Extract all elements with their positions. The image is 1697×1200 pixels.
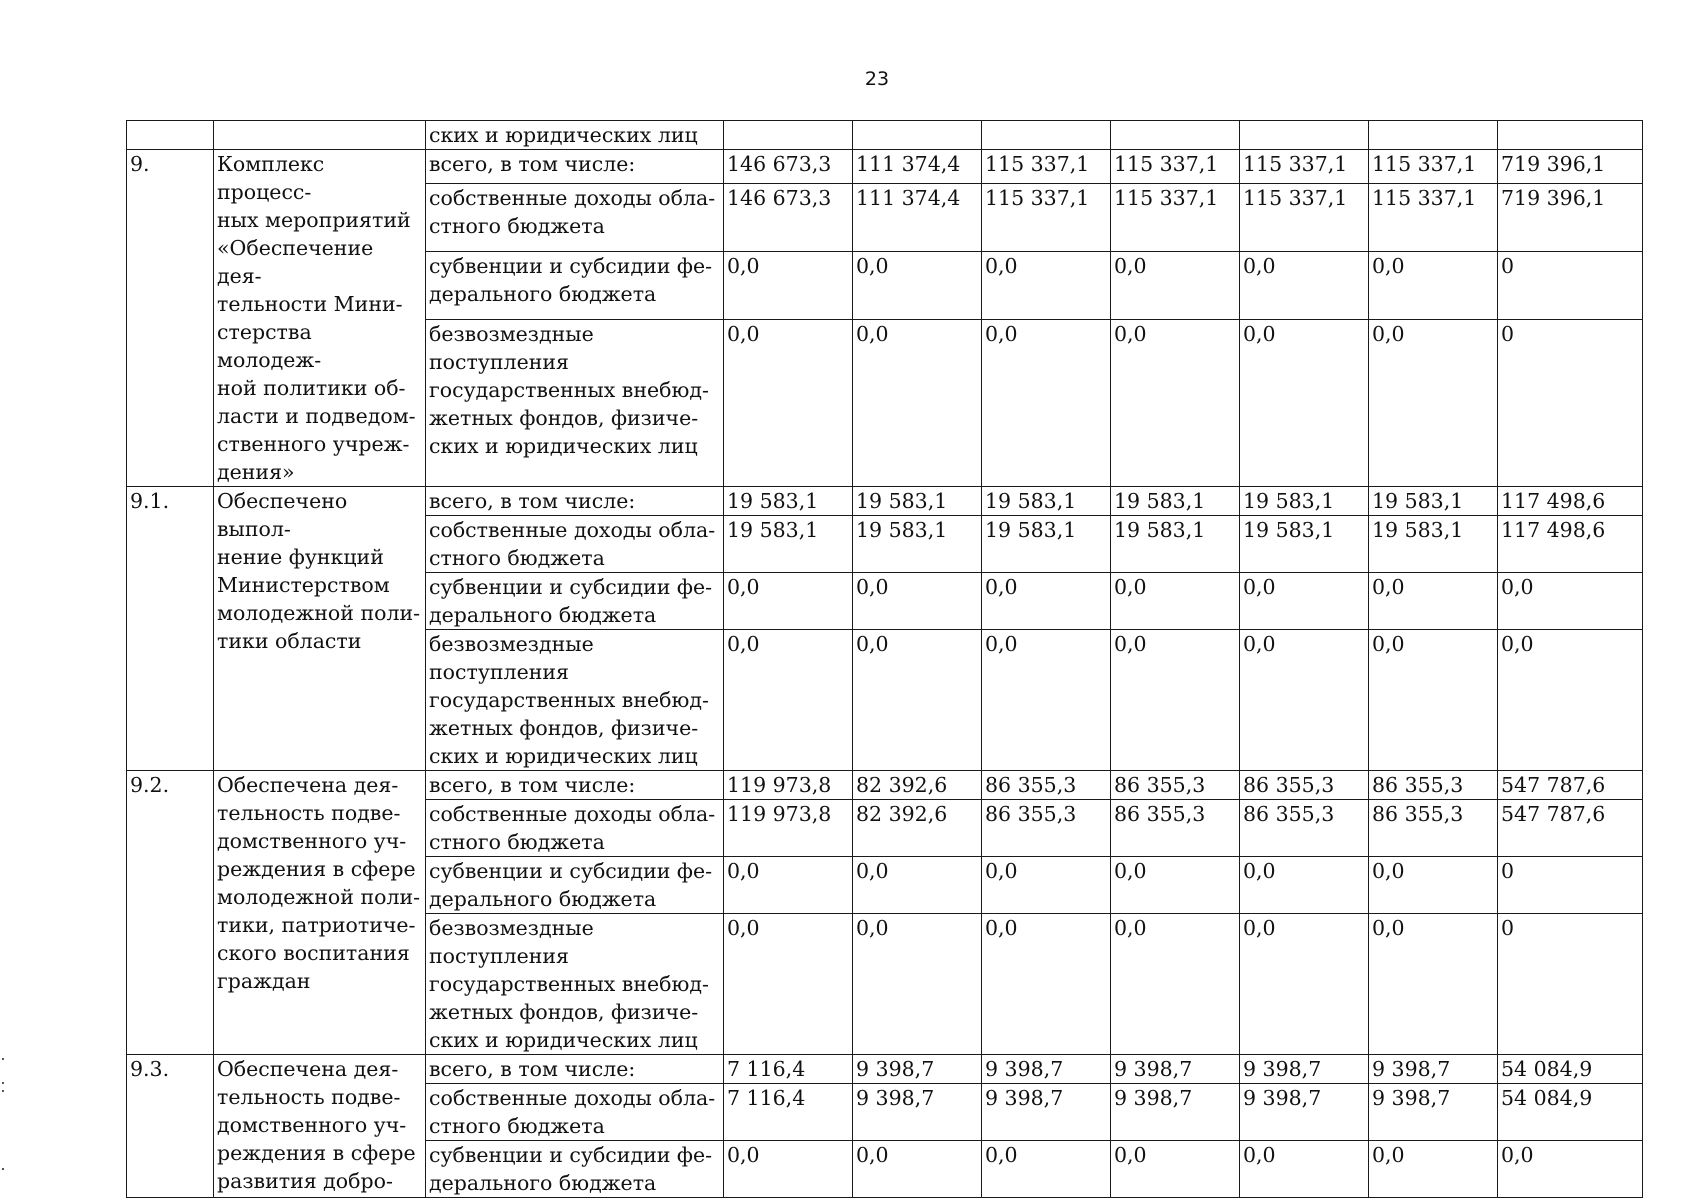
value-cell: 0,0 (853, 857, 982, 914)
value-cell: 0,0 (1111, 914, 1240, 1055)
section-name-cell (214, 121, 426, 150)
funding-source-cell: субвенции и субсидии фе- дерального бюджета (426, 857, 724, 914)
value-cell (982, 121, 1111, 150)
value-cell: 9 398,7 (982, 1084, 1111, 1141)
total-value-cell: 547 787,6 (1498, 800, 1643, 857)
value-cell: 19 583,1 (853, 516, 982, 573)
value-cell: 0,0 (1240, 1141, 1369, 1198)
value-cell: 19 583,1 (1369, 487, 1498, 516)
value-cell: 9 398,7 (1111, 1055, 1240, 1084)
section-number-cell: 9.1. (127, 487, 214, 771)
funding-source-cell: собственные доходы обла- стного бюджета (426, 516, 724, 573)
section-number-cell: 9.2. (127, 771, 214, 1055)
value-cell (1498, 121, 1643, 150)
value-cell: 0,0 (1240, 857, 1369, 914)
value-cell: 119 973,8 (724, 771, 853, 800)
value-cell: 19 583,1 (1111, 516, 1240, 573)
value-cell: 0,0 (1240, 319, 1369, 486)
value-cell: 115 337,1 (1111, 184, 1240, 252)
total-value-cell: 117 498,6 (1498, 487, 1643, 516)
value-cell: 86 355,3 (982, 800, 1111, 857)
page-number: 23 (864, 68, 890, 90)
section-number-cell (127, 121, 214, 150)
total-value-cell: 0 (1498, 252, 1643, 320)
table-row (127, 1055, 1643, 1084)
value-cell: 19 583,1 (1240, 487, 1369, 516)
total-value-cell: 117 498,6 (1498, 516, 1643, 573)
value-cell: 0,0 (724, 252, 853, 320)
value-cell (1240, 121, 1369, 150)
funding-source-cell: всего, в том числе: (426, 150, 724, 184)
value-cell: 86 355,3 (1369, 800, 1498, 857)
value-cell: 9 398,7 (853, 1084, 982, 1141)
value-cell: 0,0 (1369, 573, 1498, 630)
funding-source-cell: субвенции и субсидии фе- дерального бюджета (426, 1141, 724, 1198)
value-cell: 0,0 (982, 630, 1111, 771)
section-name-cell: Обеспечена дея- тельность подве- домственного уч- реждения в сфере молодежной поли- тики, патриотиче- ского воспитания граждан (214, 771, 426, 1055)
value-cell: 9 398,7 (1369, 1055, 1498, 1084)
total-value-cell: 0,0 (1498, 573, 1643, 630)
value-cell: 0,0 (1369, 914, 1498, 1055)
value-cell: 0,0 (1111, 630, 1240, 771)
value-cell: 115 337,1 (1369, 184, 1498, 252)
funding-source-cell: собственные доходы обла- стного бюджета (426, 184, 724, 252)
funding-source-cell: субвенции и субсидии фе- дерального бюджета (426, 252, 724, 320)
value-cell: 0,0 (1369, 252, 1498, 320)
value-cell: 0,0 (982, 1141, 1111, 1198)
value-cell: 0,0 (1369, 319, 1498, 486)
value-cell: 0,0 (853, 573, 982, 630)
value-cell: 0,0 (982, 573, 1111, 630)
section-name-cell: Обеспечено выпол- нение функций Министерством молодежной поли- тики области (214, 487, 426, 771)
value-cell: 0,0 (1240, 252, 1369, 320)
total-value-cell: 0 (1498, 914, 1643, 1055)
table-row (127, 150, 1643, 184)
total-value-cell: 0,0 (1498, 1141, 1643, 1198)
value-cell: 111 374,4 (853, 150, 982, 184)
value-cell: 0,0 (853, 319, 982, 486)
value-cell: 0,0 (1240, 630, 1369, 771)
value-cell: 0,0 (853, 1141, 982, 1198)
value-cell: 19 583,1 (982, 516, 1111, 573)
value-cell: 9 398,7 (1369, 1084, 1498, 1141)
value-cell: 0,0 (1369, 857, 1498, 914)
value-cell (853, 121, 982, 150)
value-cell: 146 673,3 (724, 184, 853, 252)
table-body (127, 121, 1643, 1198)
value-cell: 0,0 (1240, 573, 1369, 630)
value-cell: 115 337,1 (982, 184, 1111, 252)
scan-edge-mark (2, 1058, 4, 1060)
value-cell: 82 392,6 (853, 800, 982, 857)
value-cell: 86 355,3 (1240, 800, 1369, 857)
section-name-cell: Обеспечена дея- тельность подве- домственного уч- реждения в сфере развития добро- (214, 1055, 426, 1198)
value-cell: 119 973,8 (724, 800, 853, 857)
funding-source-cell: безвозмездные поступления государственных внебюд- жетных фондов, физиче- ских и юридических лиц (426, 914, 724, 1055)
value-cell: 0,0 (853, 630, 982, 771)
value-cell: 0,0 (724, 319, 853, 486)
section-number-cell: 9.3. (127, 1055, 214, 1198)
value-cell: 82 392,6 (853, 771, 982, 800)
value-cell: 19 583,1 (1369, 516, 1498, 573)
value-cell: 19 583,1 (1111, 487, 1240, 516)
value-cell (724, 121, 853, 150)
section-name-cell: Комплекс процесс- ных мероприятий «Обеспечение дея- тельности Мини- стерства молодеж- ной политики об- ласти и подведом- ственного учреж- дения» (214, 150, 426, 487)
funding-source-cell: ских и юридических лиц (426, 121, 724, 150)
value-cell: 0,0 (982, 914, 1111, 1055)
value-cell: 115 337,1 (982, 150, 1111, 184)
value-cell: 115 337,1 (1111, 150, 1240, 184)
value-cell: 9 398,7 (1240, 1055, 1369, 1084)
budget-table (126, 120, 1643, 1198)
total-value-cell: 0 (1498, 857, 1643, 914)
value-cell: 115 337,1 (1240, 150, 1369, 184)
value-cell: 0,0 (724, 914, 853, 1055)
total-value-cell: 54 084,9 (1498, 1055, 1643, 1084)
value-cell: 19 583,1 (724, 516, 853, 573)
value-cell: 0,0 (1111, 252, 1240, 320)
value-cell: 19 583,1 (1240, 516, 1369, 573)
value-cell: 111 374,4 (853, 184, 982, 252)
value-cell: 0,0 (724, 630, 853, 771)
table-row (127, 487, 1643, 516)
value-cell (1369, 121, 1498, 150)
total-value-cell: 547 787,6 (1498, 771, 1643, 800)
total-value-cell: 54 084,9 (1498, 1084, 1643, 1141)
table-row (127, 771, 1643, 800)
total-value-cell: 719 396,1 (1498, 184, 1643, 252)
table-row (127, 121, 1643, 150)
value-cell: 0,0 (853, 252, 982, 320)
value-cell: 9 398,7 (1240, 1084, 1369, 1141)
scan-edge-mark (2, 1082, 4, 1084)
value-cell: 0,0 (1111, 573, 1240, 630)
value-cell: 0,0 (982, 857, 1111, 914)
value-cell: 0,0 (982, 252, 1111, 320)
value-cell: 0,0 (1111, 319, 1240, 486)
value-cell: 86 355,3 (982, 771, 1111, 800)
funding-source-cell: собственные доходы обла- стного бюджета (426, 800, 724, 857)
total-value-cell: 0 (1498, 319, 1643, 486)
value-cell: 9 398,7 (982, 1055, 1111, 1084)
value-cell: 0,0 (1369, 630, 1498, 771)
value-cell: 0,0 (1111, 1141, 1240, 1198)
value-cell: 0,0 (1369, 1141, 1498, 1198)
value-cell: 115 337,1 (1240, 184, 1369, 252)
value-cell: 86 355,3 (1111, 800, 1240, 857)
value-cell: 0,0 (724, 1141, 853, 1198)
value-cell: 0,0 (982, 319, 1111, 486)
funding-source-cell: собственные доходы обла- стного бюджета (426, 1084, 724, 1141)
funding-source-cell: безвозмездные поступления государственных внебюд- жетных фондов, физиче- ских и юридических лиц (426, 319, 724, 486)
value-cell: 86 355,3 (1111, 771, 1240, 800)
funding-source-cell: безвозмездные поступления государственных внебюд- жетных фондов, физиче- ских и юридических лиц (426, 630, 724, 771)
value-cell: 0,0 (724, 573, 853, 630)
value-cell: 19 583,1 (724, 487, 853, 516)
value-cell: 0,0 (724, 857, 853, 914)
value-cell: 146 673,3 (724, 150, 853, 184)
value-cell: 7 116,4 (724, 1084, 853, 1141)
value-cell: 19 583,1 (982, 487, 1111, 516)
funding-source-cell: всего, в том числе: (426, 1055, 724, 1084)
funding-source-cell: всего, в том числе: (426, 771, 724, 800)
value-cell: 115 337,1 (1369, 150, 1498, 184)
scan-edge-mark (2, 1090, 4, 1092)
total-value-cell: 0,0 (1498, 630, 1643, 771)
value-cell: 86 355,3 (1240, 771, 1369, 800)
section-number-cell: 9. (127, 150, 214, 487)
value-cell: 0,0 (1240, 914, 1369, 1055)
funding-source-cell: субвенции и субсидии фе- дерального бюджета (426, 573, 724, 630)
funding-source-cell: всего, в том числе: (426, 487, 724, 516)
scan-edge-mark (2, 1168, 4, 1170)
total-value-cell: 719 396,1 (1498, 150, 1643, 184)
value-cell: 7 116,4 (724, 1055, 853, 1084)
value-cell: 9 398,7 (853, 1055, 982, 1084)
value-cell (1111, 121, 1240, 150)
value-cell: 0,0 (1111, 857, 1240, 914)
value-cell: 9 398,7 (1111, 1084, 1240, 1141)
value-cell: 0,0 (853, 914, 982, 1055)
value-cell: 86 355,3 (1369, 771, 1498, 800)
value-cell: 19 583,1 (853, 487, 982, 516)
